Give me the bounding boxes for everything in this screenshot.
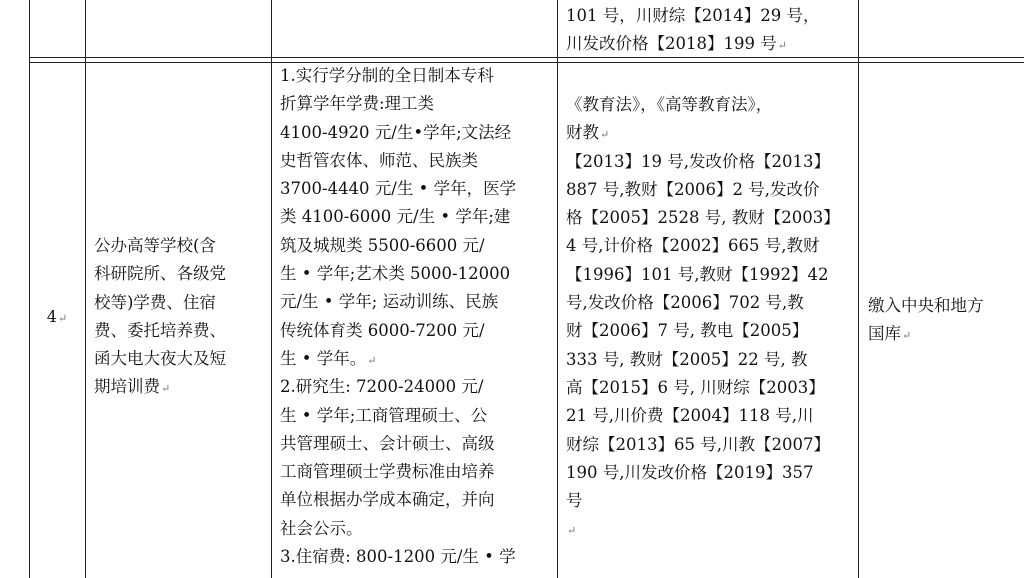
basis-line: 190 号,川发改价格【2019】357 [566,462,814,482]
basis-line: 号,发改价格【2006】702 号,教 [566,293,804,313]
standard-line: 筑及城规类 5500-6600 元/ [280,235,485,255]
column-divider [85,0,86,578]
fee-standard-cell [280,62,516,571]
basis-line: 号 [566,491,583,511]
column-divider [271,0,272,578]
standard-line: 4100-4920 元/生•学年;文法经 [280,122,512,142]
column-divider [557,0,558,578]
standard-line: 工商管理硕士学费标准由培养 [280,462,495,482]
item-line: 期培训费↵ [94,377,171,397]
standard-line: 传统体育类 6000-7200 元/ [280,320,485,340]
table-border-left [29,0,30,578]
row-divider [29,57,1024,63]
standard-line: 2.研究生: 7200-24000 元/ [280,377,484,397]
standard-line: 3.住宿费: 800-1200 元/生 • 学 [280,547,516,567]
basis-line: 887 号,教财【2006】2 号,发改价 [566,179,820,199]
basis-line: 高【2015】6 号, 川财综【2003】 [566,377,825,397]
standard-line: 元/生 • 学年; 运动训练、民族 [280,292,499,312]
standard-line: 1.实行学分制的全日制本专科 [280,66,494,85]
fund-line: 国库↵ [868,324,912,344]
basis-line: 101 号，川财综【2014】29 号， [566,6,820,25]
fund-line: 缴入中央和地方 [868,296,984,315]
top-row-basis-cell [566,2,819,59]
basis-line: 4 号,计价格【2002】665 号,教财 [566,236,820,256]
basis-line: 21 号,川价费【2004】118 号,川 [566,406,814,426]
basis-line: ↵ [567,524,577,538]
standard-line: 生 • 学年;工商管理硕士、公 [280,405,488,425]
standard-line: 史哲管农体、师范、民族类 [280,150,478,170]
item-line: 公办高等学校(含 [94,236,216,255]
standard-line: 生 • 学年。↵ [280,348,377,368]
basis-line: 川发改价格【2018】199 号↵ [566,34,787,54]
standard-line: 单位根据办学成本确定，并向 [280,490,495,510]
standard-line: 类 4100-6000 元/生 • 学年;建 [280,207,511,227]
basis-line: 《教育法》，《高等教育法》， [566,95,773,114]
fee-item-cell [94,232,226,402]
row-number: 4↵ [46,307,68,326]
policy-basis-cell [566,91,840,544]
item-line: 费、委托培养费、 [94,320,226,340]
basis-line: 格【2005】2528 号, 教财【2003】 [566,208,840,228]
fund-destination-cell [868,292,984,349]
standard-line: 折算学年学费:理工类 [280,94,435,114]
basis-line: 【1996】101 号,教财【1992】42 [566,264,829,284]
standard-line: 社会公示。 [280,518,363,538]
basis-line: 【2013】19 号,发改价格【2013】 [566,151,830,171]
basis-line: 财教↵ [566,123,610,143]
basis-line: 财【2006】7 号, 教电【2005】 [566,321,809,341]
standard-line: 共管理硕士、会计硕士、高级 [280,433,495,453]
column-divider [858,0,859,578]
standard-line: 生 • 学年;艺术类 5000-12000 [280,264,511,284]
standard-line: 3700-4440 元/生 • 学年，医学 [280,179,517,199]
item-line: 校等)学费、住宿 [94,292,216,312]
item-line: 科研院所、各级党 [94,264,226,284]
item-line: 函大电大夜大及短 [94,349,226,369]
basis-line: 333 号, 教财【2005】22 号, 教 [566,349,808,369]
basis-line: 财综【2013】65 号,川教【2007】 [566,434,830,454]
